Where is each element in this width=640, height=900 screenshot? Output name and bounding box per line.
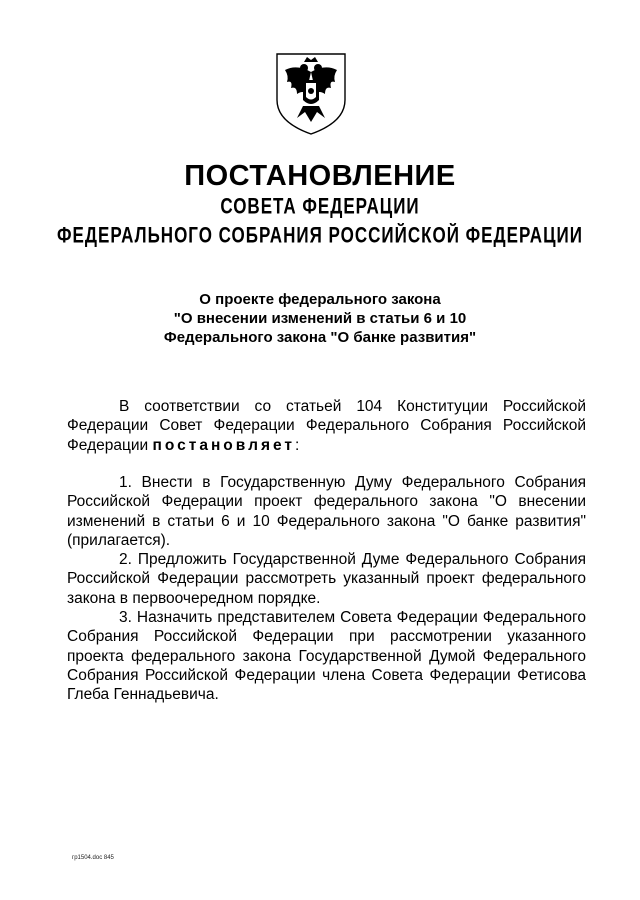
decree-items [67,473,586,705]
document-code: гр1504.doc 845 [72,855,114,861]
subject-line-2: "О внесении изменений в статьи 6 и 10 [173,310,467,327]
intro-paragraph [67,397,586,455]
document-title: ПОСТАНОВЛЕНИЕ [184,160,456,192]
coat-of-arms-emblem [273,50,349,136]
decree-item-2: 2. Предложить Государственной Думе Федерального Собрания Российской Федерации рассмотреть указанный проект федерального закона в первоочередном порядке. [67,551,586,607]
decree-item-3: 3. Назначить представителем Совета Федерации Федерального Собрания Российской Федерации при рассмотрении указанного проекта федерального закона Государственной Думой Федерального Собрания Российской Федерации члена Совета Федерации Фетисова Глеба Геннадьевича. [67,609,586,704]
subject-line-1: О проекте федерального закона [199,291,441,308]
decree-word: постановляет [152,436,295,454]
issuer-line-2: ФЕДЕРАЛЬНОГО СОБРАНИЯ РОССИЙСКОЙ ФЕДЕРАЦИИ [57,223,583,248]
intro-colon: : [295,436,300,454]
issuer-line-1: СОВЕТА ФЕДЕРАЦИИ [220,194,420,219]
subject-line-3: Федерального закона "О банке развития" [163,329,477,346]
document-subject [0,290,640,347]
decree-item-1: 1. Внести в Государственную Думу Федерального Собрания Российской Федерации проект федерального закона "О внесении изменений в статьи 6 и 10 Федерального закона "О банке развития" (прилагается). [67,474,586,549]
intro-text: В соответствии со статьей 104 Конституции Российской Федерации Совет Федерации Федерального Собрания Российской Федерации [67,398,586,454]
